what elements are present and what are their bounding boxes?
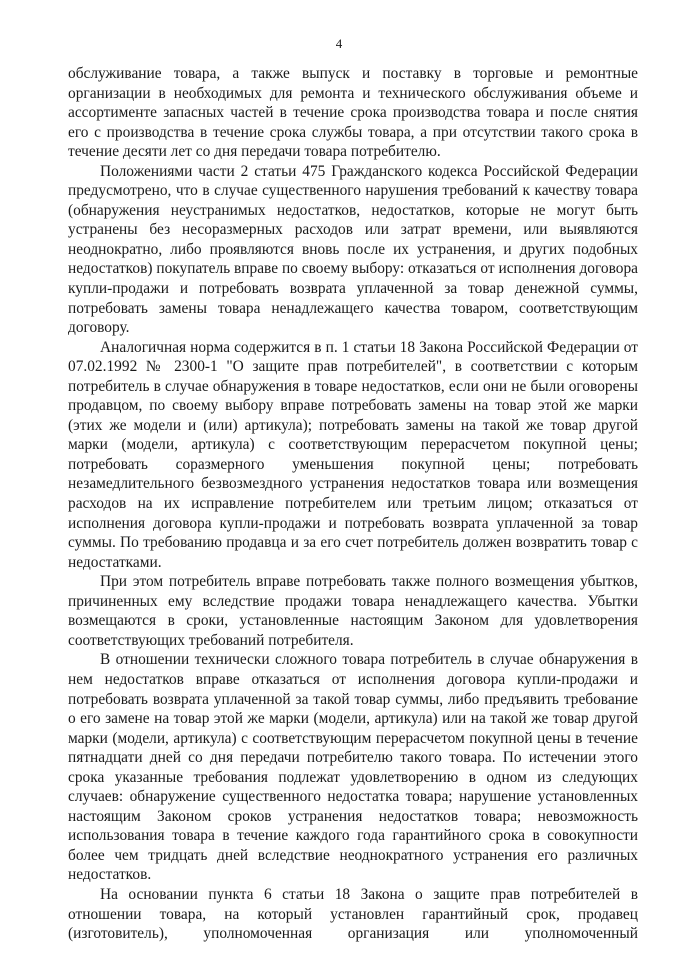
paragraph-consumer-law: Аналогичная норма содержится в п. 1 статьи 18 Закона Российской Федерации от 07.02.1992 № 2300-1 "О защите прав потребителей", в соответствии с которым потребитель в случае обнаружения в товаре недостатков, если они не были оговорены продавцом, по своему выбору вправе потребовать замены на товар этой же марки (этих же модели и (или) артикула); потребовать замены на такой же товар другой марки (модели, артикула) с соответствующим перерасчетом покупной цены; потребовать соразмерного уменьшения покупной цены; потребовать незамедлительного безвозмездного устранения недостатков товара или возмещения расходов на их исправление потребителем или третьим лицом; отказаться от исполнения договора купли-продажи и потребовать возврата уплаченной за товар суммы. По требованию продавца и за его счет потребитель должен возвратить товар с недостатками. bbox=[68, 338, 638, 571]
paragraph-damages: При этом потребитель вправе потребовать также полного возмещения убытков, причиненных ему вследствие продажи товара ненадлежащего качества. Убытки возмещаются в сроки, установленные настоящим Законом для удовлетворения соответствующих требований потребителя. bbox=[68, 573, 638, 649]
paragraph-civil-code: Положениями части 2 статьи 475 Гражданского кодекса Российской Федерации предусмотрено, что в случае существенного нарушения требований к качеству товара (обнаружения неустранимых недостатков, недостатков, которые не могут быть устранены без несоразмерных расходов или затрат времени, или выявляются неоднократно, либо проявляются вновь после их устранения, и других подобных недостатков) покупатель вправе по своему выбору: отказаться от исполнения договора купли-продажи и потребовать возврата уплаченной за товар денежной суммы, потребовать замены товара ненадлежащего качества товаром, соответствующим договору. bbox=[68, 162, 638, 337]
paragraph-warranty: На основании пункта 6 статьи 18 Закона о защите прав потребителей в отношении товара, на который установлен гарантийный срок, продавец (изготовитель), уполномоченная организация или уполномоченный bbox=[68, 885, 638, 943]
paragraph-complex-goods: В отношении технически сложного товара потребитель в случае обнаружения в нем недостатков вправе отказаться от исполнения договора купли-продажи и потребовать возврата уплаченной за такой товар суммы, либо предъявить требование о его замене на товар этой же марки (модели, артикула) или на такой же товар другой марки (модели, артикула) с соответствующим перерасчетом покупной цены в течение пятнадцати дней со дня передачи потребителю такого товара. По истечении этого срока указанные требования подлежат удовлетворению в одном из следующих случаев: обнаружение существенного недостатка товара; нарушение установленных настоящим Законом сроков устранения недостатков товара; невозможность использования товара в течение каждого года гарантийного срока в совокупности более чем тридцать дней вследствие неоднократного устранения его различных недостатков. bbox=[68, 651, 638, 884]
page-number: 4 bbox=[335, 36, 343, 51]
document-body bbox=[68, 64, 638, 944]
paragraph-continuation: обслуживание товара, а также выпуск и поставку в торговые и ремонтные организации в необходимых для ремонта и технического обслуживания объеме и ассортименте запасных частей в течение срока производства товара и после снятия его с производства в течение срока службы товара, а при отсутствии такого срока в течение десяти лет со дня передачи товара потребителю. bbox=[68, 65, 638, 161]
